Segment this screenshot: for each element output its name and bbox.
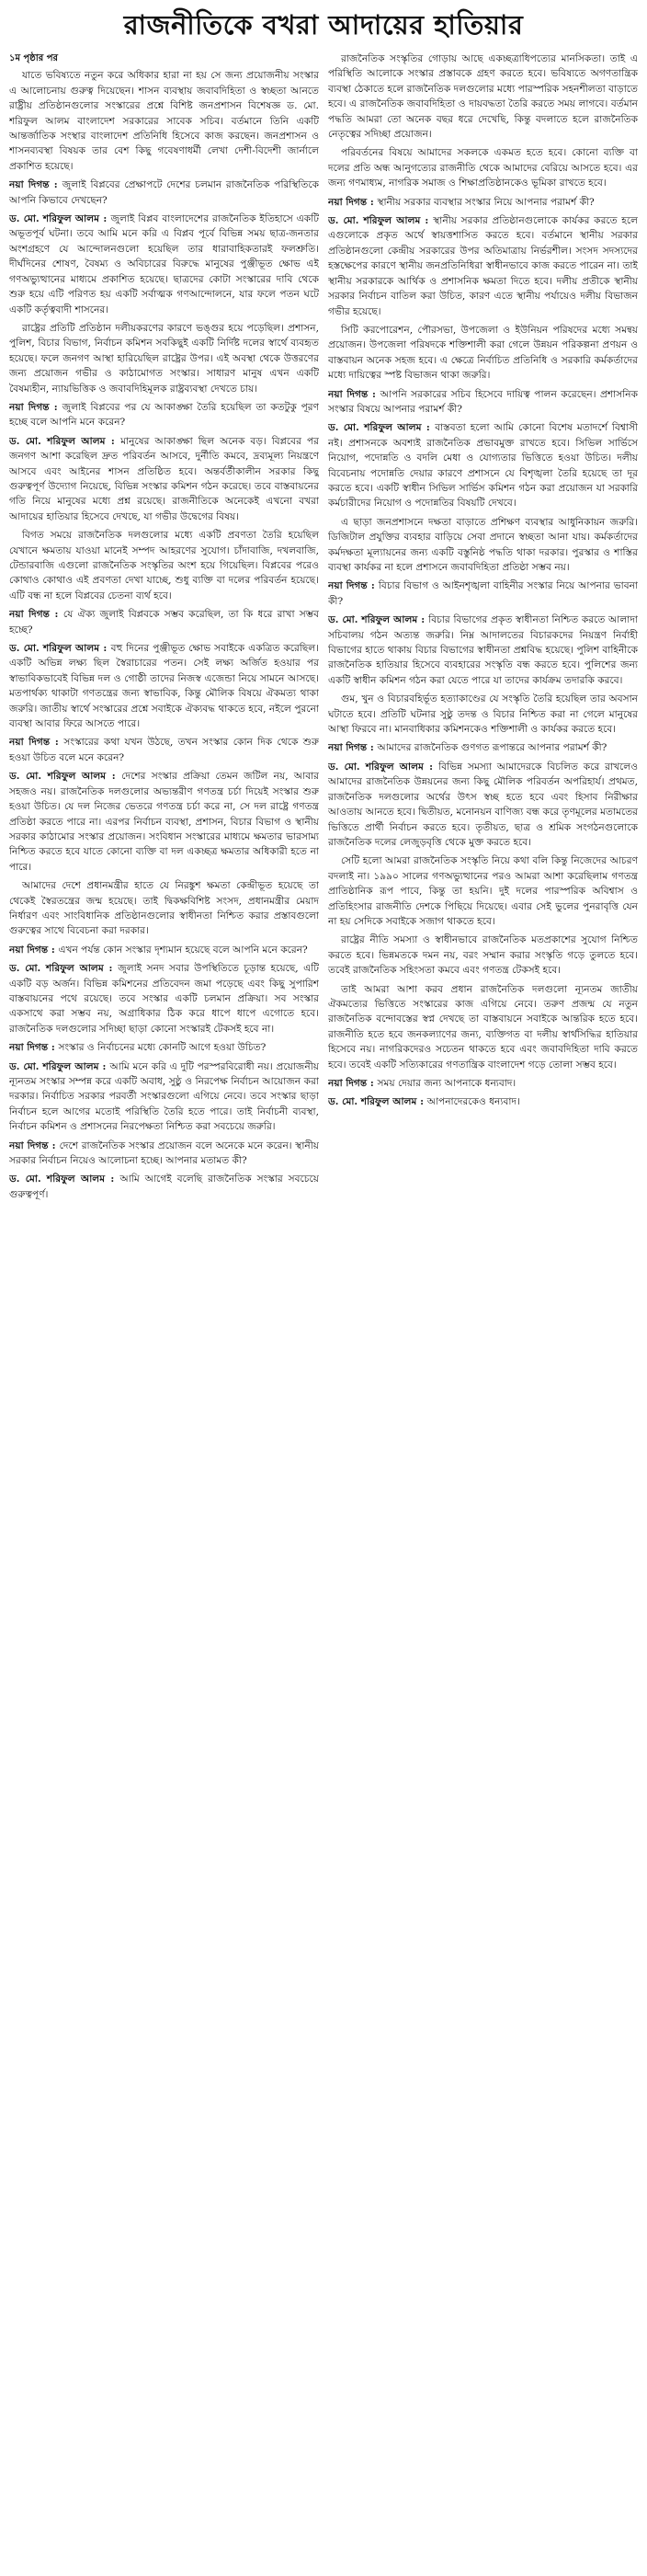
interview-question: নয়া দিগন্ত : সংস্কারের কথা যখন উঠছে, তখন সংস্কার কোন দিক থেকে শুরু হওয়া উচিত বলে মনে করেন? [9, 737, 319, 763]
article-paragraph: এ ছাড়া জনপ্রশাসনে দক্ষতা বাড়াতে প্রশিক্ষণ ব্যবস্থার আধুনিকায়ন জরুরি। ডিজিটাল প্রযুক্তির ব্যবহার বাড়িয়ে সেবা প্রদানে স্বচ্ছতা আনা যায়। কর্মকর্তাদের কর্মদক্ষতা মূল্যায়নের জন্য একটি বস্তুনিষ্ঠ পদ্ধতি থাকা দরকার। পুরস্কার ও শাস্তির ব্যবস্থা কার্যকর না হলে প্রশাসনে জবাবদিহিতা প্রতিষ্ঠা সম্ভব নয়। [328, 516, 638, 573]
interview-answer: ড. মো. শরিফুল আলম : আমি মনে করি এ দুটি পরস্পরবিরোধী নয়। প্রয়োজনীয় ন্যূনতম সংস্কার সম্পন্ন করে একটি অবাধ, সুষ্ঠু ও নিরপেক্ষ নির্বাচন আয়োজন করা দরকার। নির্বাচিত সরকার পরবর্তী সংস্কারগুলো এগিয়ে নেবে। তবে সংস্কার ছাড়া নির্বাচন হলে আগের মতোই পরিস্থিতি তৈরি হতে পারে। তাই নির্বাচনী ব্যবস্থা, নির্বাচন কমিশন ও প্রশাসনের নিরপেক্ষতা নিশ্চিত করা সবচেয়ে জরুরি। [9, 1060, 319, 1133]
interviewer-label: নয়া দিগন্ত [9, 944, 49, 956]
interviewer-label: নয়া দিগন্ত [9, 609, 50, 621]
paragraph-text: বিভিন্ন সমস্যা আমাদেরকে বিচলিত করে রাখলেও আমাদের রাজনৈতিক উন্নয়নের জন্য কিছু মৌলিক পরিবর্তন অপরিহার্য। প্রথমত, রাজনৈতিক দলগুলোর অর্থের উৎস স্বচ্ছ হতে হবে এবং হিসাব নিরীক্ষার আওতায় আনতে হবে। দ্বিতীয়ত, মনোনয়ন বাণিজ্য বন্ধ করে তৃণমূলের মতামতের ভিত্তিতে প্রার্থী নির্বাচন করতে হবে। তৃতীয়ত, ছাত্র ও শ্রমিক সংগঠনগুলোকে রাজনৈতিক দলের লেজুড়বৃত্তি থেকে মুক্ত করতে হবে। [328, 761, 638, 848]
interview-question: নয়া দিগন্ত : জুলাই বিপ্লবের প্রেক্ষাপটে দেশের চলমান রাজনৈতিক পরিস্থিতিকে আপনি কিভাবে দেখছেন? [9, 179, 319, 206]
interviewer-label: নয়া দিগন্ত [9, 1139, 49, 1151]
interview-question: নয়া দিগন্ত : বিচার বিভাগ ও আইনশৃঙ্খলা বাহিনীর সংস্কার নিয়ে আপনার ভাবনা কী? [328, 580, 638, 607]
paragraph-text: জুলাই বিপ্লবের প্রেক্ষাপটে দেশের চলমান রাজনৈতিক পরিস্থিতিকে আপনি কিভাবে দেখছেন? [9, 179, 319, 206]
newspaper-page [0, 4, 647, 2576]
interview-question: নয়া দিগন্ত : আমাদের রাজনৈতিক গুণগত রূপান্তরে আপনার পরামর্শ কী? [328, 742, 607, 754]
paragraph-text: সময় দেয়ার জন্য আপনাকে ধন্যবাদ। [377, 1078, 516, 1089]
paragraph-text: আমি আগেই বলেছি রাজনৈতিক সংস্কার সবচেয়ে গুরুত্বপূর্ণ। [9, 1174, 319, 1200]
paragraph-text: আপনাদেরকেও ধন্যবাদ। [426, 1096, 520, 1108]
interview-question: নয়া দিগন্ত : আপনি সরকারের সচিব হিসেবে দায়িত্ব পালন করেছেন। প্রশাসনিক সংস্কার বিষয়ে আপনার পরামর্শ কী? [328, 388, 638, 415]
interviewer-label: নয়া দিগন্ত [9, 1042, 49, 1054]
interviewee-label: ড. মো. শরিফুল আলম [9, 213, 100, 225]
interviewee-label: ড. মো. শরিফুল আলম [9, 771, 107, 783]
article-paragraph: রাজনৈতিক সংস্কৃতির গোড়ায় আছে একচ্ছত্রাধিপত্যের মানসিকতা। তাই এ পরিস্থিতি আলোকে সংস্কার প্রস্তাবকে গ্রহণ করতে হবে। ভবিষ্যতে অগণতান্ত্রিক ব্যবস্থা ঠেকাতে হলে রাজনৈতিক দলগুলোর মধ্যে পারস্পরিক সহনশীলতা বাড়াতে হবে। এ রাজনৈতিক জবাবদিহিতা ও দায়বদ্ধতা তৈরি করতে সময় লাগবে। বর্তমান পদ্ধতি আমরা তো অনেক বছর ধরে দেখেছি, কিন্তু বদলাতে হলে রাজনৈতিক নেতৃত্বের সদিচ্ছা প্রয়োজন। [328, 53, 638, 141]
interviewer-label: নয়া দিগন্ত [328, 580, 368, 592]
interview-answer: ড. মো. শরিফুল আলম : বাস্তবতা হলো আমি কোনো বিশেষ মতাদর্শে বিশ্বাসী নই। প্রশাসনকে অবশ্যই রাজনৈতিক প্রভাবমুক্ত রাখতে হবে। সিভিল সার্ভিসে নিয়োগ, পদোন্নতি ও বদলি মেধা ও যোগ্যতার ভিত্তিতে হওয়া উচিত। দলীয় বিবেচনায় পদোন্নতি দেয়ার কারণে প্রশাসনে যে বিশৃঙ্খলা তৈরি হয়েছে তা দূর করতে হবে। একটি স্বাধীন সিভিল সার্ভিস কমিশন গঠন করা প্রয়োজন যা সরকারি কর্মচারীদের নিয়োগ ও পদোন্নতির বিষয়টি দেখবে। [328, 422, 638, 509]
article-paragraph: বিগত সময়ে রাজনৈতিক দলগুলোর মধ্যে একটি প্রবণতা তৈরি হয়েছিল যেখানে ক্ষমতায় যাওয়া মানেই সম্পদ আহরণের সুযোগ। চাঁদাবাজি, দখলবাজি, টেন্ডারবাজি এগুলো রাজনৈতিক সংস্কৃতির অংশ হয়ে গিয়েছিল। বিপ্লবের পরেও কোথাও কোথাও এই প্রবণতা দেখা যাচ্ছে, শুধু ব্যক্তি বা দলের পরিবর্তন হয়েছে। এটি বন্ধ না হলে বিপ্লবের চেতনা ব্যর্থ হবে। [9, 530, 319, 601]
interviewee-label: ড. মো. শরিফুল আলম [328, 215, 421, 227]
paragraph-text: জুলাই সনদ সবার উপস্থিতিতে চূড়ান্ত হয়েছে, এটি একটি বড় অর্জন। বিভিন্ন কমিশনের প্রতিবেদন জমা পড়েছে এবং কিছু সুপারিশ বাস্তবায়নের পথে রয়েছে। তবে সংস্কার একটি চলমান প্রক্রিয়া। সব সংস্কার একসাথে করা সম্ভব নয়, অগ্রাধিকার ঠিক করে ধাপে ধাপে এগোতে হবে। রাজনৈতিক দলগুলোর সদিচ্ছা ছাড়া কোনো সংস্কারই টেকসই হবে না। [9, 963, 319, 1035]
interview-question: নয়া দিগন্ত : জুলাই বিপ্লবের পর যে আকাঙ্ক্ষা তৈরি হয়েছিল তা কতটুকু পূরণ হচ্ছে বলে আপনি মনে করেন? [9, 401, 319, 429]
interview-answer: ড. মো. শরিফুল আলম : আমি আগেই বলেছি রাজনৈতিক সংস্কার সবচেয়ে গুরুত্বপূর্ণ। [9, 1174, 319, 1200]
paragraph-text: এখন পর্যন্ত কোন সংস্কার দৃশ্যমান হয়েছে বলে আপনি মনে করেন? [58, 944, 308, 956]
interviewee-label: ড. মো. শরিফুল আলম [328, 761, 424, 773]
interview-question: নয়া দিগন্ত : সংস্কার ও নির্বাচনের মধ্যে কোনটি আগে হওয়া উচিত? [9, 1042, 267, 1054]
interviewer-label: নয়া দিগন্ত [9, 401, 50, 413]
interviewer-label: নয়া দিগন্ত [328, 196, 368, 208]
interview-answer: ড. মো. শরিফুল আলম : জুলাই বিপ্লব বাংলাদেশের রাজনৈতিক ইতিহাসে একটি অভূতপূর্ব ঘটনা। তবে আমি মনে করি এ বিপ্লব পূর্বে বিভিন্ন সময় ছাত্র-জনতার অংশগ্রহণে যে আন্দোলনগুলো হয়েছিল তার ধারাবাহিকতারই ফলশ্রুতি। দীর্ঘদিনের শোষণ, বৈষম্য ও অবিচারের বিরুদ্ধে মানুষের পুঞ্জীভূত ক্ষোভ এই গণঅভ্যুত্থানের মাধ্যমে প্রকাশিত হয়েছে। ছাত্রদের কোটা সংস্কারের দাবি থেকে শুরু হয়ে এটি পরিণত হয় একটি সর্বাত্মক গণআন্দোলনে, যার ফলে পতন ঘটে একটি কর্তৃত্ববাদী শাসনের। [9, 213, 319, 315]
paragraph-text: বাস্তবতা হলো আমি কোনো বিশেষ মতাদর্শে বিশ্বাসী নই। প্রশাসনকে অবশ্যই রাজনৈতিক প্রভাবমুক্ত রাখতে হবে। সিভিল সার্ভিসে নিয়োগ, পদোন্নতি ও বদলি মেধা ও যোগ্যতার ভিত্তিতে হওয়া উচিত। দলীয় বিবেচনায় পদোন্নতি দেয়ার কারণে প্রশাসনে যে বিশৃঙ্খলা তৈরি হয়েছে তা দূর করতে হবে। একটি স্বাধীন সিভিল সার্ভিস কমিশন গঠন করা প্রয়োজন যা সরকারি কর্মচারীদের নিয়োগ ও পদোন্নতির বিষয়টি দেখবে। [328, 422, 638, 509]
interview-question: নয়া দিগন্ত : স্থানীয় সরকার ব্যবস্থার সংস্কার নিয়ে আপনার পরামর্শ কী? [328, 196, 595, 208]
interviewer-label: নয়া দিগন্ত [328, 742, 368, 754]
paragraph-text: আমি মনে করি এ দুটি পরস্পরবিরোধী নয়। প্রয়োজনীয় ন্যূনতম সংস্কার সম্পন্ন করে একটি অবাধ, সুষ্ঠু ও নিরপেক্ষ নির্বাচন আয়োজন করা দরকার। নির্বাচিত সরকার পরবর্তী সংস্কারগুলো এগিয়ে নেবে। তবে সংস্কার ছাড়া নির্বাচন হলে আগের মতোই পরিস্থিতি তৈরি হতে পারে। তাই নির্বাচনী ব্যবস্থা, নির্বাচন কমিশন ও প্রশাসনের নিরপেক্ষতা নিশ্চিত করা সবচেয়ে জরুরি। [9, 1060, 319, 1133]
article-paragraph: রাষ্ট্রের নীতি সমস্যা ও স্বাধীনভাবে রাজনৈতিক মতপ্রকাশের সুযোগ নিশ্চিত করতে হবে। ভিন্নমতকে দমন নয়, বরং সম্মান করার সংস্কৃতি গড়ে তুলতে হবে। তবেই রাজনৈতিক সহিংসতা কমবে এবং গণতন্ত্র টেকসই হবে। [328, 934, 638, 977]
paragraph-text: যে ঐক্য জুলাই বিপ্লবকে সম্ভব করেছিল, তা কি ধরে রাখা সম্ভব হচ্ছে? [9, 609, 319, 635]
interviewer-label: নয়া দিগন্ত [328, 388, 369, 400]
interviewee-label: ড. মো. শরিফুল আলম [9, 1060, 99, 1072]
article-paragraph: সিটি করপোরেশন, পৌরসভা, উপজেলা ও ইউনিয়ন পরিষদের মধ্যে সমন্বয় প্রয়োজন। উপজেলা পরিষদকে শক্তিশালী করা গেলে উন্নয়ন পরিকল্পনা প্রণয়ন ও বাস্তবায়ন অনেক সহজ হবে। এ ক্ষেত্রে নির্বাচিত প্রতিনিধি ও সরকারি কর্মকর্তাদের মধ্যে দায়িত্বের স্পষ্ট বিভাজন থাকা জরুরি। [328, 324, 638, 382]
paragraph-text: সংস্কার ও নির্বাচনের মধ্যে কোনটি আগে হওয়া উচিত? [58, 1042, 267, 1054]
paragraph-text: সংস্কারের কথা যখন উঠছে, তখন সংস্কার কোন দিক থেকে শুরু হওয়া উচিত বলে মনে করেন? [9, 737, 319, 763]
interview-question: নয়া দিগন্ত : দেশে রাজনৈতিক সংস্কার প্রয়োজন বলে অনেকে মনে করেন। স্থানীয় সরকার নির্বাচন নিয়েও আলোচনা হচ্ছে। আপনার মতামত কী? [9, 1139, 319, 1167]
interview-answer: ড. মো. শরিফুল আলম : আপনাদেরকেও ধন্যবাদ। [328, 1096, 520, 1108]
interviewee-label: ড. মো. শরিফুল আলম [9, 435, 106, 447]
interviewee-label: ড. মো. শরিফুল আলম [328, 614, 418, 626]
interviewee-label: ড. মো. শরিফুল আলম [328, 1096, 417, 1108]
interviewer-label: নয়া দিগন্ত [9, 179, 50, 191]
paragraph-text: বহু দিনের পুঞ্জীভূত ক্ষোভ সবাইকে একত্রিত করেছিল। একটি অভিন্ন লক্ষ্য ছিল স্বৈরাচারের পতন। সেই লক্ষ্য অর্জিত হওয়ার পর স্বাভাবিকভাবেই বিভিন্ন দল ও গোষ্ঠী তাদের নিজস্ব এজেন্ডা নিয়ে সামনে আসছে। মতপার্থক্য থাকাটা গণতন্ত্রের জন্য স্বাভাবিক, কিন্তু মৌলিক বিষয়ে ঐকমত্য থাকা জরুরি। জাতীয় স্বার্থে সংস্কারের প্রশ্নে সবাইকে ঐক্যবদ্ধ থাকতে হবে, নইলে পুরনো ব্যবস্থা আবার ফিরে আসতে পারে। [9, 643, 319, 730]
headline: রাজনীতিকে বখরা আদায়ের হাতিয়ার [123, 9, 524, 40]
paragraph-text: জুলাই বিপ্লব বাংলাদেশের রাজনৈতিক ইতিহাসে একটি অভূতপূর্ব ঘটনা। তবে আমি মনে করি এ বিপ্লব পূর্বে বিভিন্ন সময় ছাত্র-জনতার অংশগ্রহণে যে আন্দোলনগুলো হয়েছিল তার ধারাবাহিকতারই ফলশ্রুতি। দীর্ঘদিনের শোষণ, বৈষম্য ও অবিচারের বিরুদ্ধে মানুষের পুঞ্জীভূত ক্ষোভ এই গণঅভ্যুত্থানের মাধ্যমে প্রকাশিত হয়েছে। ছাত্রদের কোটা সংস্কারের দাবি থেকে শুরু হয়ে এটি পরিণত হয় একটি সর্বাত্মক গণআন্দোলনে, যার ফলে পতন ঘটে একটি কর্তৃত্ববাদী শাসনের। [9, 213, 319, 315]
interviewer-label: নয়া দিগন্ত [9, 737, 51, 749]
paragraph-text: স্থানীয় সরকার ব্যবস্থার সংস্কার নিয়ে আপনার পরামর্শ কী? [377, 196, 595, 208]
paragraph-text: বিচার বিভাগ ও আইনশৃঙ্খলা বাহিনীর সংস্কার নিয়ে আপনার ভাবনা কী? [328, 580, 638, 607]
article-paragraph: তাই আমরা আশা করব প্রধান রাজনৈতিক দলগুলো ন্যূনতম জাতীয় ঐকমত্যের ভিত্তিতে সংস্কারের কাজ এগিয়ে নেবে। তরুণ প্রজন্ম যে নতুন রাজনৈতিক বন্দোবস্তের স্বপ্ন দেখছে তা বাস্তবায়নে সবাইকে আন্তরিক হতে হবে। রাজনীতি হতে হবে জনকল্যাণের জন্য, ব্যক্তিগত বা দলীয় স্বার্থসিদ্ধির হাতিয়ার হিসেবে নয়। নাগরিকদেরও সচেতন থাকতে হবে এবং জবাবদিহিতা দাবি করতে হবে। তবেই একটি সত্যিকারের গণতান্ত্রিক বাংলাদেশ গড়ে তোলা সম্ভব হবে। [328, 983, 638, 1070]
interview-question: নয়া দিগন্ত : যে ঐক্য জুলাই বিপ্লবকে সম্ভব করেছিল, তা কি ধরে রাখা সম্ভব হচ্ছে? [9, 609, 319, 635]
article-paragraph: আমাদের দেশে প্রধানমন্ত্রীর হাতে যে নিরঙ্কুশ ক্ষমতা কেন্দ্রীভূত হয়েছে তা থেকেই স্বৈরতন্ত্রের জন্ম হয়েছে। তাই দ্বিকক্ষবিশিষ্ট সংসদ, প্রধানমন্ত্রীর মেয়াদ নির্ধারণ এবং সাংবিধানিক প্রতিষ্ঠানগুলোর স্বাধীনতা নিশ্চিত করার প্রস্তাবগুলো গুরুত্বের সাথে বিবেচনা করা দরকার। [9, 880, 319, 937]
interviewee-label: ড. মো. শরিফুল আলম [328, 422, 422, 434]
paragraph-text: স্থানীয় সরকার প্রতিষ্ঠানগুলোকে কার্যকর করতে হলে এগুলোকে প্রকৃত অর্থে স্বায়ত্তশাসিত করতে হবে। বর্তমানে স্থানীয় সরকার প্রতিষ্ঠানগুলো কেন্দ্রীয় সরকারের উপর অতিমাত্রায় নির্ভরশীল। সংসদ সদস্যদের হস্তক্ষেপের কারণে স্থানীয় জনপ্রতিনিধিরা স্বাধীনভাবে কাজ করতে পারেন না। তাই স্থানীয় সরকারকে আর্থিক ও প্রশাসনিক ক্ষমতা দিতে হবে। দলীয় প্রতীকে স্থানীয় সরকার নির্বাচন বাতিল করা উচিত, কারণ এতে স্থানীয় পর্যায়েও দলীয় বিভাজন গভীর হয়েছে। [328, 215, 638, 317]
paragraph-text: দেশের সংস্কার প্রক্রিয়া তেমন জটিল নয়, আবার সহজও নয়। রাজনৈতিক দলগুলোর অভ্যন্তরীণ গণতন্ত্র চর্চা দিয়েই সংস্কার শুরু হওয়া উচিত। যে দল নিজের ভেতরে গণতন্ত্র চর্চা করে না, সে দল রাষ্ট্রে গণতন্ত্র প্রতিষ্ঠা করতে পারে না। এরপর নির্বাচন ব্যবস্থা, প্রশাসন, বিচার বিভাগ ও স্থানীয় সরকার কাঠামোর সংস্কার প্রয়োজন। সংবিধান সংস্কারের মাধ্যমে ক্ষমতার ভারসাম্য নিশ্চিত করতে হবে যাতে কোনো ব্যক্তি বা দল একচ্ছত্র ক্ষমতার অধিকারী হতে না পারে। [9, 771, 319, 873]
interview-answer: ড. মো. শরিফুল আলম : বিচার বিভাগের প্রকৃত স্বাধীনতা নিশ্চিত করতে আলাদা সচিবালয় গঠন অত্যন্ত জরুরি। নিম্ন আদালতের বিচারকদের নিয়ন্ত্রণ নির্বাহী বিভাগের হাতে থাকায় বিচার বিভাগের স্বাধীনতা প্রশ্নবিদ্ধ হয়েছে। পুলিশ বাহিনীকে রাজনৈতিক হাতিয়ার হিসেবে ব্যবহারের সংস্কৃতি বন্ধ করতে হবে। পুলিশের জন্য একটি স্বাধীন কমিশন গঠন করা যেতে পারে যা তাদের কার্যক্রম তদারকি করবে। [328, 614, 638, 686]
article-paragraph: সেটি হলো আমরা রাজনৈতিক সংস্কৃতি নিয়ে কথা বলি কিন্তু নিজেদের আচরণ বদলাই না। ১৯৯০ সালের গণঅভ্যুত্থানের পরও আমরা আশা করেছিলাম গণতন্ত্র প্রাতিষ্ঠানিক রূপ পাবে, কিন্তু তা হয়নি। দুই দলের পারস্পরিক অবিশ্বাস ও প্রতিহিংসার রাজনীতি দেশকে পিছিয়ে দিয়েছে। এবার সেই ভুলের পুনরাবৃত্তি যেন না হয় সেদিকে সবাইকে সজাগ থাকতে হবে। [328, 855, 638, 927]
interviewee-label: ড. মো. শরিফুল আলম [9, 963, 104, 975]
paragraph-text: বিচার বিভাগের প্রকৃত স্বাধীনতা নিশ্চিত করতে আলাদা সচিবালয় গঠন অত্যন্ত জরুরি। নিম্ন আদালতের বিচারকদের নিয়ন্ত্রণ নির্বাহী বিভাগের হাতে থাকায় বিচার বিভাগের স্বাধীনতা প্রশ্নবিদ্ধ হয়েছে। পুলিশ বাহিনীকে রাজনৈতিক হাতিয়ার হিসেবে ব্যবহারের সংস্কৃতি বন্ধ করতে হবে। পুলিশের জন্য একটি স্বাধীন কমিশন গঠন করা যেতে পারে যা তাদের কার্যক্রম তদারকি করবে। [328, 614, 638, 686]
interview-answer: ড. মো. শরিফুল আলম : বহু দিনের পুঞ্জীভূত ক্ষোভ সবাইকে একত্রিত করেছিল। একটি অভিন্ন লক্ষ্য ছিল স্বৈরাচারের পতন। সেই লক্ষ্য অর্জিত হওয়ার পর স্বাভাবিকভাবেই বিভিন্ন দল ও গোষ্ঠী তাদের নিজস্ব এজেন্ডা নিয়ে সামনে আসছে। মতপার্থক্য থাকাটা গণতন্ত্রের জন্য স্বাভাবিক, কিন্তু মৌলিক বিষয়ে ঐকমত্য থাকা জরুরি। জাতীয় স্বার্থে সংস্কারের প্রশ্নে সবাইকে ঐক্যবদ্ধ থাকতে হবে, নইলে পুরনো ব্যবস্থা আবার ফিরে আসতে পারে। [9, 643, 319, 730]
interview-answer: ড. মো. শরিফুল আলম : স্থানীয় সরকার প্রতিষ্ঠানগুলোকে কার্যকর করতে হলে এগুলোকে প্রকৃত অর্থে স্বায়ত্তশাসিত করতে হবে। বর্তমানে স্থানীয় সরকার প্রতিষ্ঠানগুলো কেন্দ্রীয় সরকারের উপর অতিমাত্রায় নির্ভরশীল। সংসদ সদস্যদের হস্তক্ষেপের কারণে স্থানীয় জনপ্রতিনিধিরা স্বাধীনভাবে কাজ করতে পারেন না। তাই স্থানীয় সরকারকে আর্থিক ও প্রশাসনিক ক্ষমতা দিতে হবে। দলীয় প্রতীকে স্থানীয় সরকার নির্বাচন বাতিল করা উচিত, কারণ এতে স্থানীয় পর্যায়েও দলীয় বিভাজন গভীর হয়েছে। [328, 215, 638, 317]
paragraph-text: আমাদের রাজনৈতিক গুণগত রূপান্তরে আপনার পরামর্শ কী? [377, 742, 607, 754]
article-paragraph: যাতে ভবিষ্যতে নতুন করে অধিকার হারা না হয় সে জন্য প্রয়োজনীয় সংস্কার এ আলোচনায় গুরুত্ব দিয়েছেন। শাসন ব্যবস্থায় জবাবদিহিতা ও স্বচ্ছতা আনতে রাষ্ট্রীয় প্রতিষ্ঠানগুলোর সংস্কারের প্রশ্নে বিশিষ্ট জনপ্রশাসন বিশেষজ্ঞ ড. মো. শরিফুল আলম বাংলাদেশ সরকারের সাবেক সচিব। বর্তমানে তিনি একটি আন্তর্জাতিক সংস্থার বাংলাদেশ প্রতিনিধি হিসেবে কাজ করছেন। জনপ্রশাসন ও শাসনব্যবস্থা বিষয়ক তার বেশ কিছু গবেষণাধর্মী লেখা দেশী-বিদেশী জার্নালে প্রকাশিত হয়েছে। [9, 70, 319, 172]
article-column-left [9, 52, 319, 2562]
article-columns [9, 52, 638, 2562]
paragraph-text: আপনি সরকারের সচিব হিসেবে দায়িত্ব পালন করেছেন। প্রশাসনিক সংস্কার বিষয়ে আপনার পরামর্শ কী? [328, 388, 638, 415]
interviewee-label: ড. মো. শরিফুল আলম [9, 643, 100, 655]
interview-answer: ড. মো. শরিফুল আলম : দেশের সংস্কার প্রক্রিয়া তেমন জটিল নয়, আবার সহজও নয়। রাজনৈতিক দলগুলোর অভ্যন্তরীণ গণতন্ত্র চর্চা দিয়েই সংস্কার শুরু হওয়া উচিত। যে দল নিজের ভেতরে গণতন্ত্র চর্চা করে না, সে দল রাষ্ট্রে গণতন্ত্র প্রতিষ্ঠা করতে পারে না। এরপর নির্বাচন ব্যবস্থা, প্রশাসন, বিচার বিভাগ ও স্থানীয় সরকার কাঠামোর সংস্কার প্রয়োজন। সংবিধান সংস্কারের মাধ্যমে ক্ষমতার ভারসাম্য নিশ্চিত করতে হবে যাতে কোনো ব্যক্তি বা দল একচ্ছত্র ক্ষমতার অধিকারী হতে না পারে। [9, 771, 319, 873]
interview-answer: ড. মো. শরিফুল আলম : বিভিন্ন সমস্যা আমাদেরকে বিচলিত করে রাখলেও আমাদের রাজনৈতিক উন্নয়নের জন্য কিছু মৌলিক পরিবর্তন অপরিহার্য। প্রথমত, রাজনৈতিক দলগুলোর অর্থের উৎস স্বচ্ছ হতে হবে এবং হিসাব নিরীক্ষার আওতায় আনতে হবে। দ্বিতীয়ত, মনোনয়ন বাণিজ্য বন্ধ করে তৃণমূলের মতামতের ভিত্তিতে প্রার্থী নির্বাচন করতে হবে। তৃতীয়ত, ছাত্র ও শ্রমিক সংগঠনগুলোকে রাজনৈতিক দলের লেজুড়বৃত্তি থেকে মুক্ত করতে হবে। [328, 761, 638, 848]
interview-question: নয়া দিগন্ত : সময় দেয়ার জন্য আপনাকে ধন্যবাদ। [328, 1078, 516, 1089]
interviewer-label: নয়া দিগন্ত [328, 1078, 368, 1089]
article-column-right [328, 52, 638, 2562]
paragraph-text: দেশে রাজনৈতিক সংস্কার প্রয়োজন বলে অনেকে মনে করেন। স্থানীয় সরকার নির্বাচন নিয়েও আলোচনা হচ্ছে। আপনার মতামত কী? [9, 1139, 319, 1167]
article-paragraph: রাষ্ট্রের প্রতিটি প্রতিষ্ঠান দলীয়করণের কারণে ভঙ্গুর হয়ে পড়েছিল। প্রশাসন, পুলিশ, বিচার বিভাগ, নির্বাচন কমিশন সবকিছুই একটি নির্দিষ্ট দলের স্বার্থে ব্যবহৃত হয়েছে। ফলে জনগণ আস্থা হারিয়েছিল রাষ্ট্রের উপর। এই অবস্থা থেকে উত্তরণের জন্য প্রয়োজন গভীর ও কাঠামোগত সংস্কার। সাধারণ মানুষ এখন একটি বৈষম্যহীন, ন্যায়ভিত্তিক ও জবাবদিহিমূলক রাষ্ট্রব্যবস্থা দেখতে চায়। [9, 322, 319, 395]
article-paragraph: গুম, খুন ও বিচারবহির্ভূত হত্যাকাণ্ডের যে সংস্কৃতি তৈরি হয়েছিল তার অবসান ঘটাতে হবে। প্রতিটি ঘটনার সুষ্ঠু তদন্ত ও বিচার নিশ্চিত করা না গেলে মানুষের আস্থা ফিরবে না। মানবাধিকার কমিশনকেও শক্তিশালী ও কার্যকর করতে হবে। [328, 693, 638, 736]
article-paragraph: পরিবর্তনের বিষয়ে আমাদের সকলকে একমত হতে হবে। কোনো ব্যক্তি বা দলের প্রতি অন্ধ আনুগত্যের রাজনীতি থেকে আমাদের বেরিয়ে আসতে হবে। এর জন্য গণমাধ্যম, নাগরিক সমাজ ও শিক্ষাপ্রতিষ্ঠানকেও ভূমিকা রাখতে হবে। [328, 147, 638, 189]
interview-answer: ড. মো. শরিফুল আলম : মানুষের আকাঙ্ক্ষা ছিল অনেক বড়। বিপ্লবের পর জনগণ আশা করেছিল দ্রুত পরিবর্তন আসবে, দুর্নীতি কমবে, দ্রব্যমূল্য নিয়ন্ত্রণে আসবে এবং আইনের শাসন প্রতিষ্ঠিত হবে। অন্তর্বর্তীকালীন সরকার কিছু গুরুত্বপূর্ণ উদ্যোগ নিয়েছে, বিভিন্ন সংস্কার কমিশন গঠন করেছে। তবে বাস্তবায়নের গতি নিয়ে মানুষের মধ্যে প্রশ্ন রয়েছে। রাজনীতিকে অনেকেই এখনো বখরা আদায়ের হাতিয়ার হিসেবে দেখছে, যা গভীর উদ্বেগের বিষয়। [9, 435, 319, 522]
interview-answer: ড. মো. শরিফুল আলম : জুলাই সনদ সবার উপস্থিতিতে চূড়ান্ত হয়েছে, এটি একটি বড় অর্জন। বিভিন্ন কমিশনের প্রতিবেদন জমা পড়েছে এবং কিছু সুপারিশ বাস্তবায়নের পথে রয়েছে। তবে সংস্কার একটি চলমান প্রক্রিয়া। সব সংস্কার একসাথে করা সম্ভব নয়, অগ্রাধিকার ঠিক করে ধাপে ধাপে এগোতে হবে। রাজনৈতিক দলগুলোর সদিচ্ছা ছাড়া কোনো সংস্কারই টেকসই হবে না। [9, 963, 319, 1035]
paragraph-text: জুলাই বিপ্লবের পর যে আকাঙ্ক্ষা তৈরি হয়েছিল তা কতটুকু পূরণ হচ্ছে বলে আপনি মনে করেন? [9, 401, 319, 429]
paragraph-text: মানুষের আকাঙ্ক্ষা ছিল অনেক বড়। বিপ্লবের পর জনগণ আশা করেছিল দ্রুত পরিবর্তন আসবে, দুর্নীতি কমবে, দ্রব্যমূল্য নিয়ন্ত্রণে আসবে এবং আইনের শাসন প্রতিষ্ঠিত হবে। অন্তর্বর্তীকালীন সরকার কিছু গুরুত্বপূর্ণ উদ্যোগ নিয়েছে, বিভিন্ন সংস্কার কমিশন গঠন করেছে। তবে বাস্তবায়নের গতি নিয়ে মানুষের মধ্যে প্রশ্ন রয়েছে। রাজনীতিকে অনেকেই এখনো বখরা আদায়ের হাতিয়ার হিসেবে দেখছে, যা গভীর উদ্বেগের বিষয়। [9, 435, 319, 522]
interviewee-label: ড. মো. শরিফুল আলম [9, 1174, 106, 1185]
interview-question: নয়া দিগন্ত : এখন পর্যন্ত কোন সংস্কার দৃশ্যমান হয়েছে বলে আপনি মনে করেন? [9, 944, 308, 956]
continuation-note: ১ম পৃষ্ঠার পর [9, 53, 58, 63]
